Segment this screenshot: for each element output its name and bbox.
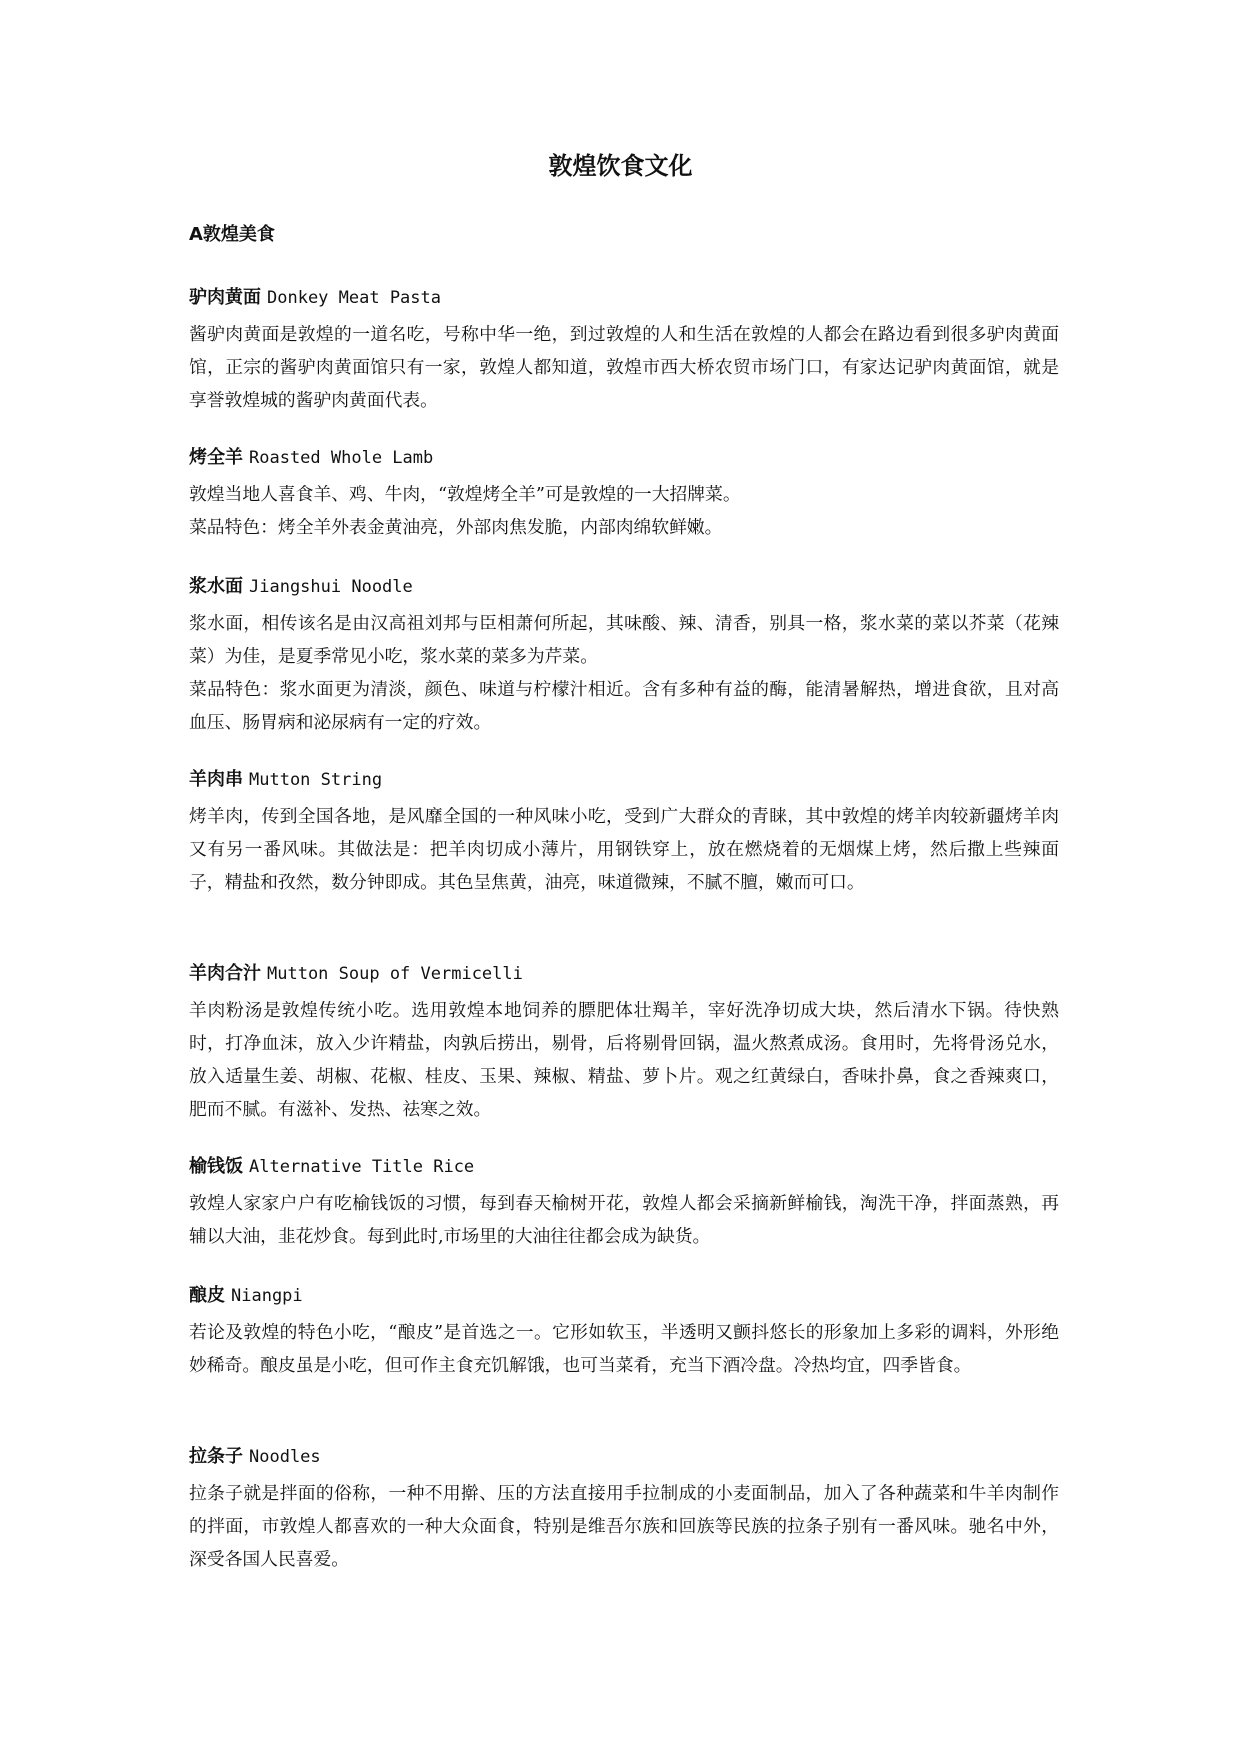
dish-title: [189, 1283, 1059, 1316]
dish-name-zh: 榆钱饭: [189, 1156, 243, 1177]
dish-name-zh: 烤全羊: [189, 447, 243, 468]
dish-name-zh: 拉条子: [189, 1446, 243, 1467]
dish-mutton-string: [189, 767, 1059, 899]
dish-description: 烤羊肉，传到全国各地，是风靡全国的一种风味小吃，受到广大群众的青睐，其中敦煌的烤羊肉较新疆烤羊肉又有另一番风味。其做法是：把羊肉切成小薄片，用钢铁穿上，放在燃烧着的无烟煤上烤，然后撒上些辣面子，精盐和孜然，数分钟即成。其色呈焦黄，油亮，味道微辣，不腻不膻，嫩而可口。: [189, 806, 1059, 893]
dish-description: 敦煌当地人喜食羊、鸡、牛肉，“敦煌烤全羊”可是敦煌的一大招牌菜。: [189, 484, 741, 505]
dish-title: [189, 574, 1059, 607]
section-heading: A敦煌美食: [189, 224, 275, 245]
dish-feature: 菜品特色：烤全羊外表金黄油亮，外部肉焦发脆，内部肉绵软鲜嫩。: [189, 517, 723, 538]
dish-name-zh: 羊肉合汁: [189, 963, 261, 984]
dish-title: [189, 767, 1059, 800]
dish-name-en: Mutton String: [249, 770, 383, 790]
dish-elm-seed-rice: [189, 1154, 1059, 1253]
dish-name-en: Jiangshui Noodle: [249, 577, 413, 597]
dish-noodles: [189, 1444, 1059, 1576]
dish-description: 浆水面，相传该名是由汉高祖刘邦与臣相萧何所起，其味酸、辣、清香，别具一格，浆水菜的菜以芥菜（花辣菜）为佳，是夏季常见小吃，浆水菜的菜多为芹菜。: [189, 613, 1059, 667]
dish-description: 酱驴肉黄面是敦煌的一道名吃，号称中华一绝，到过敦煌的人和生活在敦煌的人都会在路边看到很多驴肉黄面馆，正宗的酱驴肉黄面馆只有一家，敦煌人都知道，敦煌市西大桥农贸市场门口，有家达记驴肉黄面馆，就是享誉敦煌城的酱驴肉黄面代表。: [189, 324, 1059, 411]
dish-jiangshui-noodle: [189, 574, 1059, 739]
document-title: 敦煌饮食文化: [548, 152, 693, 180]
dish-name-zh: 酿皮: [189, 1285, 225, 1306]
dish-title: [189, 1444, 1059, 1477]
dish-description: 若论及敦煌的特色小吃，“酿皮”是首选之一。它形如软玉，半透明又颤抖悠长的形象加上多彩的调料，外形绝妙稀奇。酿皮虽是小吃，但可作主食充饥解饿，也可当菜肴，充当下酒冷盘。冷热均宜，四季皆食。: [189, 1322, 1059, 1376]
dish-title: [189, 445, 1059, 478]
dish-feature: 菜品特色：浆水面更为清淡，颜色、味道与柠檬汁相近。含有多种有益的酶，能清暑解热，增进食欲，且对高血压、肠胃病和泌尿病有一定的疗效。: [189, 679, 1059, 733]
dish-niangpi: [189, 1283, 1059, 1382]
dish-name-en: Alternative Title Rice: [249, 1157, 475, 1177]
dish-donkey-meat-pasta: [189, 285, 1059, 417]
dish-name-en: Niangpi: [231, 1286, 303, 1306]
dish-title: [189, 961, 1059, 994]
dish-description: 敦煌人家家户户有吃榆钱饭的习惯，每到春天榆树开花，敦煌人都会采摘新鲜榆钱，淘洗干净，拌面蒸熟，再辅以大油，韭花炒食。每到此时,市场里的大油往往都会成为缺货。: [189, 1193, 1059, 1247]
dish-name-en: Roasted Whole Lamb: [249, 448, 434, 468]
dish-description: 羊肉粉汤是敦煌传统小吃。选用敦煌本地饲养的膘肥体壮羯羊，宰好洗净切成大块，然后清水下锅。待快熟时，打净血沫，放入少许精盐，肉孰后捞出，剔骨，后将剔骨回锅，温火熬煮成汤。食用时，先将骨汤兑水，放入适量生姜、胡椒、花椒、桂皮、玉果、辣椒、精盐、萝卜片。观之红黄绿白，香味扑鼻，食之香辣爽口，肥而不腻。有滋补、发热、祛寒之效。: [189, 1000, 1059, 1120]
dish-name-en: Noodles: [249, 1447, 321, 1467]
dish-name-zh: 羊肉串: [189, 769, 243, 790]
dish-roasted-whole-lamb: [189, 445, 1059, 544]
dish-name-zh: 浆水面: [189, 576, 243, 597]
dish-description: 拉条子就是拌面的俗称，一种不用擀、压的方法直接用手拉制成的小麦面制品，加入了各种蔬菜和牛羊肉制作的拌面，市敦煌人都喜欢的一种大众面食，特别是维吾尔族和回族等民族的拉条子别有一番风味。驰名中外，深受各国人民喜爱。: [189, 1483, 1059, 1570]
dish-title: [189, 285, 1059, 318]
dish-title: [189, 1154, 1059, 1187]
dish-name-zh: 驴肉黄面: [189, 287, 261, 308]
dish-mutton-soup: [189, 961, 1059, 1126]
dish-name-en: Donkey Meat Pasta: [267, 288, 441, 308]
dish-name-en: Mutton Soup of Vermicelli: [267, 964, 523, 984]
